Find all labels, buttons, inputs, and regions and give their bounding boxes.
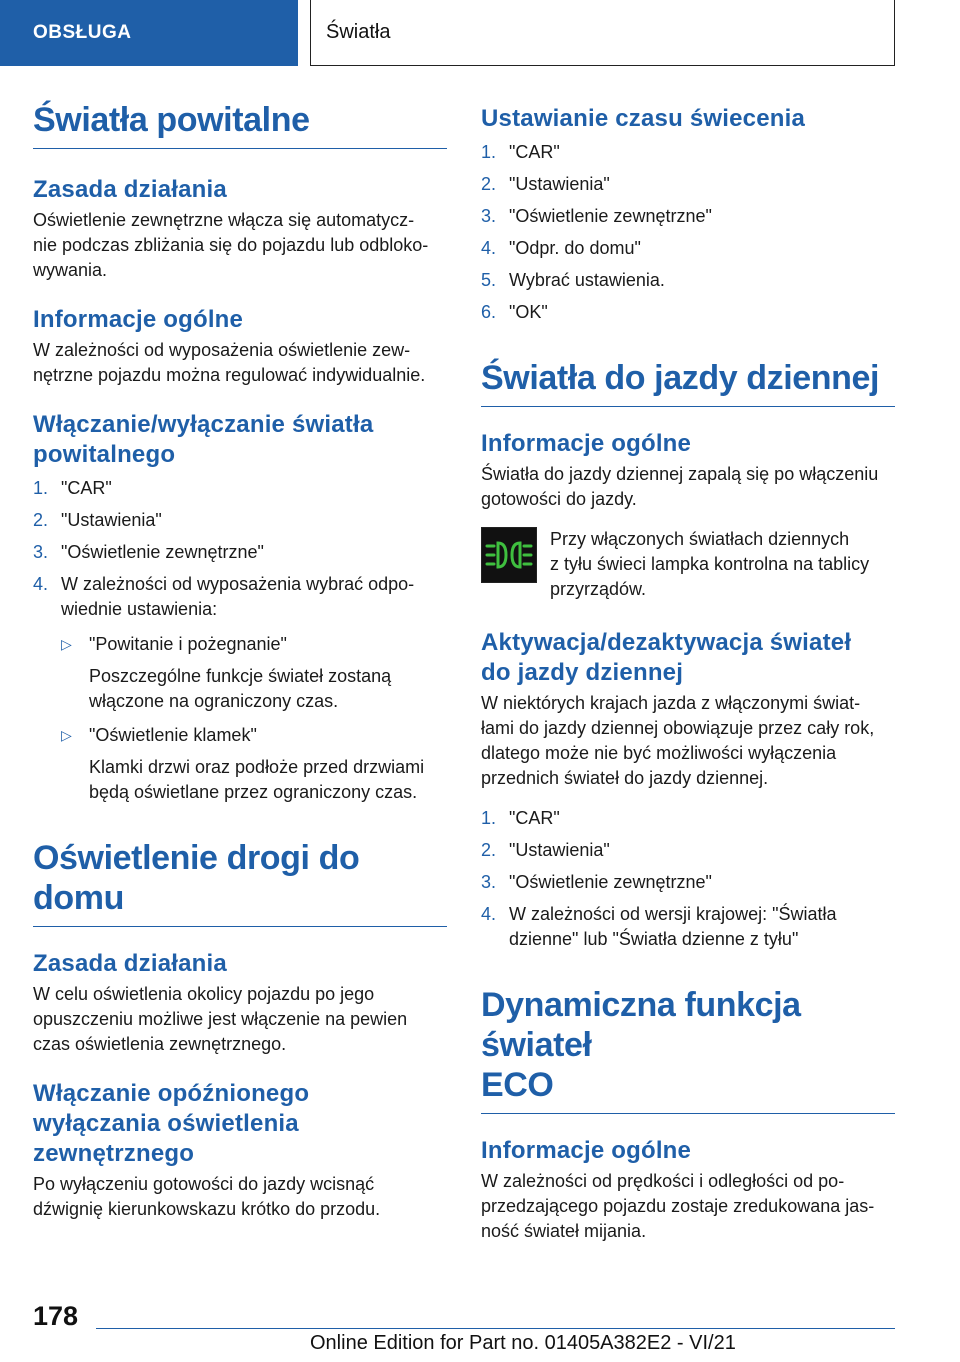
list-item — [481, 140, 895, 165]
text-general-info: W zależności od wyposażenia oświetlenie zew- nętrzne pojazdu można regulować indywidualnie. — [33, 340, 426, 385]
list-item — [33, 572, 447, 622]
page-number: 178 — [33, 1301, 79, 1331]
left-column — [33, 100, 447, 1222]
sub-option-label: "Oświetlenie klamek" — [89, 725, 257, 745]
steps-drl — [481, 806, 895, 952]
step-text: Wybrać ustawienia. — [509, 270, 665, 290]
step-text: "Oświetlenie zewnętrzne" — [509, 206, 712, 226]
list-item — [481, 300, 895, 325]
triangle-bullet-icon: ▷ — [61, 636, 72, 652]
heading-welcome-lights: Światła powitalne — [33, 100, 447, 149]
step-text: "Ustawienia" — [61, 510, 162, 530]
step-text: "Oświetlenie zewnętrzne" — [61, 542, 264, 562]
step-number: 3. — [481, 872, 497, 892]
step-number: 3. — [481, 206, 497, 226]
chapter-label: Światła — [326, 21, 391, 43]
heading-toggle-welcome: Włączanie/wyłączanie światła powitalnego — [33, 411, 374, 468]
section-tab — [0, 0, 298, 66]
sub-option — [61, 723, 447, 748]
heading-principle-home: Zasada działania — [33, 950, 227, 977]
list-item — [481, 902, 895, 952]
indicator-text: Przy włączonych światłach dziennych z tyłu świeci lampka kontrolna na tablicy przyrządów. — [550, 529, 870, 599]
heading-general-info: Informacje ogólne — [33, 306, 244, 333]
heading-eco-lights: Dynamiczna funkcja świateł ECO — [481, 985, 895, 1114]
heading-general-info-drl: Informacje ogólne — [481, 430, 692, 457]
heading-delay-off: Włączanie opóźnionego wyłączania oświetlenia zewnętrznego — [33, 1080, 310, 1167]
list-item — [481, 268, 895, 293]
triangle-bullet-icon: ▷ — [61, 727, 72, 743]
sub-option-label: "Powitanie i pożegnanie" — [89, 634, 287, 654]
step-text: "CAR" — [509, 808, 560, 828]
list-item — [481, 838, 895, 863]
text-eco: W zależności od prędkości i odległości od po- przedzającego pojazdu zostaje zredukowana jas- ność świateł mijania. — [481, 1171, 875, 1241]
step-number: 4. — [481, 904, 497, 924]
sub-option-desc: Poszczególne funkcje świateł zostaną włączone na ograniczony czas. — [89, 666, 392, 711]
step-text: "Oświetlenie zewnętrzne" — [509, 872, 712, 892]
step-text: "Ustawienia" — [509, 840, 610, 860]
text-delay-off: Po wyłączeniu gotowości do jazdy wcisnąć dźwignię kierunkowskazu krótko do przodu. — [33, 1174, 381, 1219]
heading-home-lighting: Oświetlenie drogi do domu — [33, 838, 447, 927]
step-number: 2. — [481, 840, 497, 860]
text-principle: Oświetlenie zewnętrzne włącza się automatycz- nie podczas zbliżania się do pojazdu lub odbloko- wywania. — [33, 210, 429, 280]
step-number: 1. — [33, 478, 49, 498]
chapter-header — [310, 0, 895, 66]
heading-general-info-eco: Informacje ogólne — [481, 1137, 692, 1164]
list-item — [481, 172, 895, 197]
sub-option-desc: Klamki drzwi oraz podłoże przed drzwiami będą oświetlane przez ograniczony czas. — [89, 757, 425, 802]
step-number: 3. — [33, 542, 49, 562]
list-item — [33, 540, 447, 565]
sub-options — [61, 632, 447, 805]
edition-info: Online Edition for Part no. 01405A382E2 - VI/21 — [310, 1332, 736, 1354]
footer-divider — [96, 1328, 895, 1329]
list-item — [481, 870, 895, 895]
steps-lighting-time — [481, 140, 895, 325]
section-label: OBSŁUGA — [33, 22, 132, 43]
heading-daytime-lights: Światła do jazdy dziennej — [481, 358, 895, 407]
right-column — [481, 100, 895, 1244]
daytime-running-lights-icon — [481, 527, 537, 583]
step-number: 2. — [33, 510, 49, 530]
step-number: 4. — [481, 238, 497, 258]
step-text: "Ustawienia" — [509, 174, 610, 194]
text-general-info-drl: Światła do jazdy dziennej zapalą się po włączeniu gotowości do jazdy. — [481, 464, 879, 509]
list-item — [481, 204, 895, 229]
heading-principle: Zasada działania — [33, 176, 227, 203]
step-text: "CAR" — [509, 142, 560, 162]
step-text: "Odpr. do domu" — [509, 238, 641, 258]
step-number: 4. — [33, 574, 49, 594]
text-principle-home: W celu oświetlenia okolicy pojazdu po jego opuszczeniu możliwe jest włączenie na pewien czas oświetlenia zewnętrznego. — [33, 984, 408, 1054]
list-item — [481, 806, 895, 831]
step-text: W zależności od wersji krajowej: "Światła dzienne" lub "Światła dzienne z tyłu" — [509, 904, 837, 949]
step-number: 6. — [481, 302, 497, 322]
step-number: 1. — [481, 142, 497, 162]
heading-activate-drl: Aktywacja/dezaktywacja świateł do jazdy dziennej — [481, 629, 852, 686]
sub-option — [61, 632, 447, 657]
step-number: 2. — [481, 174, 497, 194]
steps-welcome — [33, 476, 447, 622]
step-text: W zależności od wyposażenia wybrać odpo- wiednie ustawienia: — [61, 574, 415, 619]
step-text: "CAR" — [61, 478, 112, 498]
list-item — [33, 508, 447, 533]
text-activate-drl: W niektórych krajach jazda z włączonymi świat- łami do jazdy dziennej obowiązuje przez cały rok, dlatego może nie być możliwości wyłączenia przednich świateł do jazdy dziennej. — [481, 693, 875, 788]
list-item — [481, 236, 895, 261]
step-number: 1. — [481, 808, 497, 828]
list-item — [33, 476, 447, 501]
indicator-note — [481, 527, 895, 602]
step-number: 5. — [481, 270, 497, 290]
heading-lighting-time: Ustawianie czasu świecenia — [481, 105, 806, 132]
step-text: "OK" — [509, 302, 548, 322]
